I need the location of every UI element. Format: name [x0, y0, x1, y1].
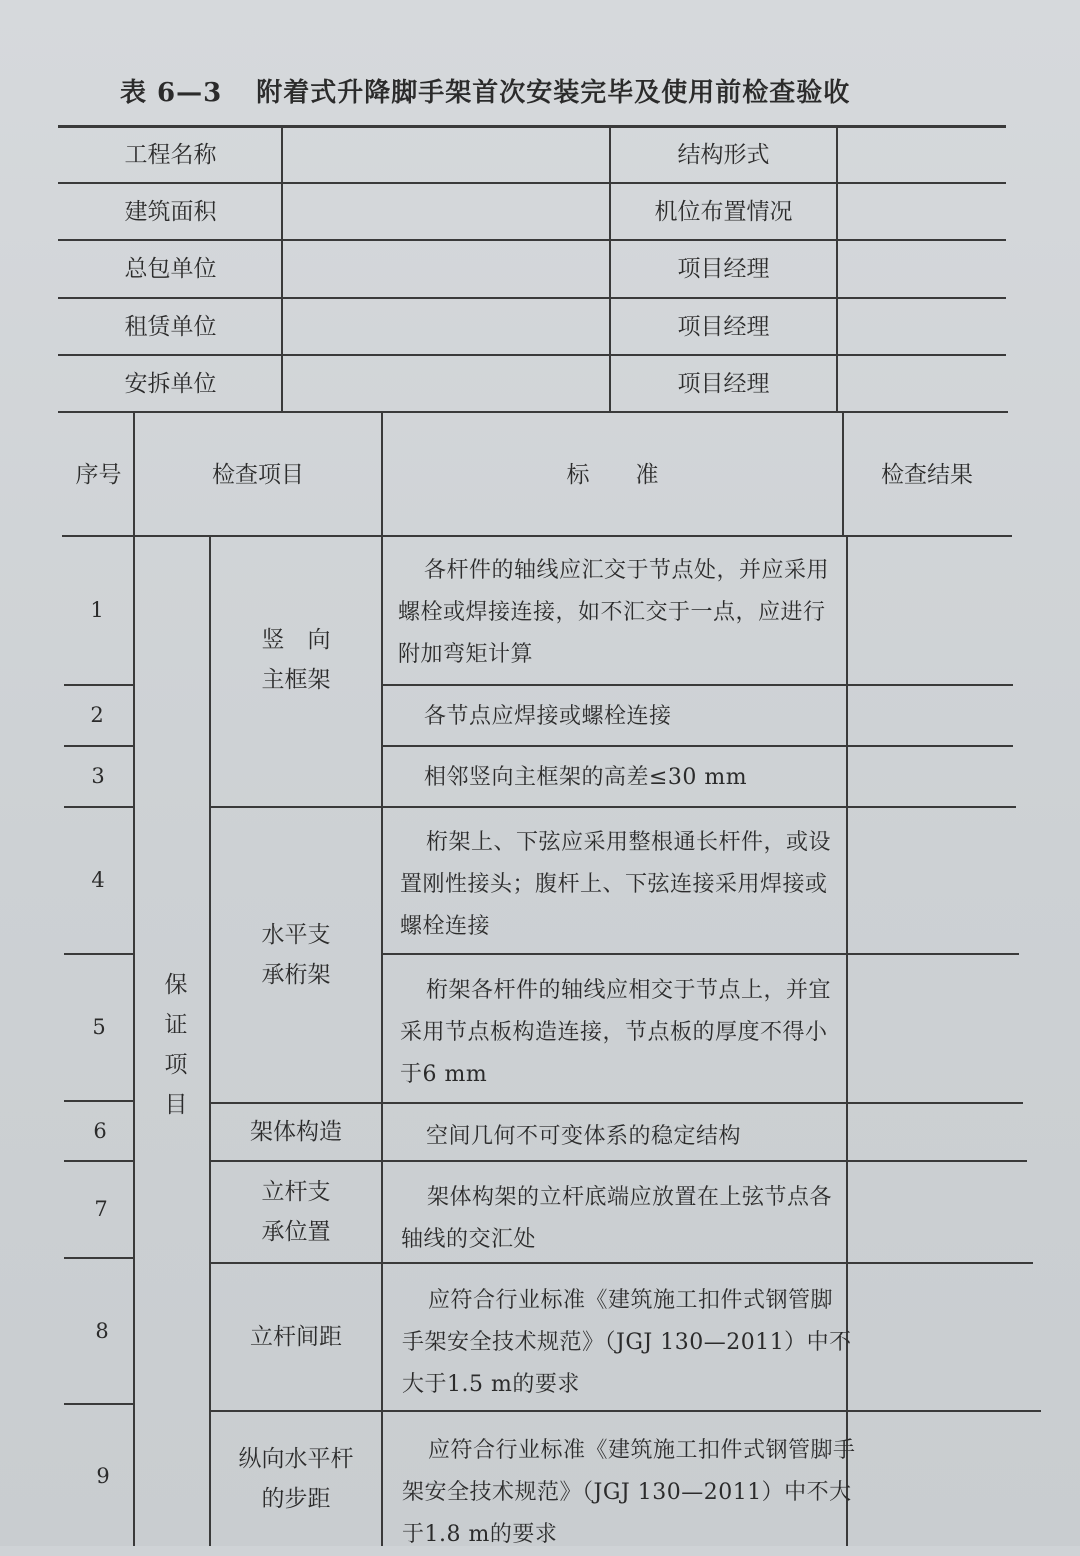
table-title-text: 附着式升降脚手架首次安装完毕及使用前检查验收 [256, 78, 851, 108]
rule [62, 535, 1012, 537]
subitem-pole-spacing: 立杆间距 [250, 1324, 342, 1350]
divider [381, 537, 383, 1546]
info-label: 安拆单位 [124, 370, 217, 397]
rule [211, 806, 1016, 808]
row-standard: 各节点应焊接或螺栓连接 [424, 704, 672, 729]
divider [133, 413, 135, 1546]
table-title [120, 72, 850, 109]
rule [58, 411, 1008, 413]
subitem-structure: 架体构造 [250, 1119, 342, 1145]
info-label: 建筑面积 [124, 198, 217, 225]
row-index: 9 [96, 1464, 110, 1488]
info-right-label: 项目经理 [677, 256, 770, 282]
table-number: 表 6—3 [120, 78, 223, 108]
subitem-pole-support: 立杆支 承位置 [261, 1179, 331, 1245]
rule [64, 745, 134, 747]
row-standard: 桁架上、下弦应采用整根通长杆件，或设置刚性接头；腹杆上、下弦连接采用焊接或螺栓连接 [400, 830, 832, 939]
rule [64, 1403, 134, 1405]
header-item: 检查项目 [212, 462, 304, 488]
subitem-step: 纵向水平杆 的步距 [238, 1446, 354, 1512]
rule [64, 1100, 134, 1102]
info-right-label: 项目经理 [677, 370, 770, 397]
row-index: 4 [91, 868, 105, 892]
header-index: 序号 [75, 462, 122, 488]
info-label: 总包单位 [124, 256, 217, 282]
row-standard: 空间几何不可变体系的稳定结构 [426, 1124, 742, 1149]
rule [64, 953, 134, 955]
row-standard: 相邻竖向主框架的高差≤30 mm [424, 765, 748, 790]
row-standard: 桁架各杆件的轴线应相交于节点上，并宜采用节点板构造连接，节点板的厚度不得小于6 mm [400, 978, 832, 1087]
subitem-frame: 竖 向 主框架 [261, 627, 331, 693]
rule [383, 684, 1013, 686]
row-standard: 应符合行业标准《建筑施工扣件式钢管脚手架安全技术规范》（JGJ 130—2011）中不大于1.8 m的要求 [402, 1438, 856, 1547]
info-right-label: 结构形式 [677, 141, 770, 168]
rule [64, 684, 134, 686]
info-label: 租赁单位 [124, 313, 217, 340]
rule [64, 806, 134, 808]
rule [383, 745, 1013, 747]
rule [64, 1257, 134, 1259]
row-index: 1 [90, 598, 104, 622]
row-standard: 各杆件的轴线应汇交于节点处，并应采用螺栓或焊接连接，如不汇交于一点，应进行附加弯矩计算 [398, 558, 830, 667]
row-index: 7 [94, 1197, 108, 1221]
subitem-truss: 水平支 承桁架 [261, 922, 331, 988]
row-standard: 架体构架的立杆底端应放置在上弦节点各轴线的交汇处 [401, 1185, 833, 1252]
rule [64, 1160, 134, 1162]
row-index: 5 [92, 1015, 106, 1039]
divider [836, 125, 838, 413]
info-label: 工程名称 [124, 141, 217, 168]
rule [383, 953, 1019, 955]
divider [281, 125, 283, 413]
row-index: 8 [95, 1319, 109, 1343]
category-label: 保证项目 [164, 972, 188, 1118]
row-standard: 应符合行业标准《建筑施工扣件式钢管脚手架安全技术规范》（JGJ 130—2011）中不大于1.5 m的要求 [402, 1288, 852, 1397]
row-index: 3 [91, 764, 105, 788]
row-index: 6 [93, 1119, 107, 1143]
info-right-label: 项目经理 [677, 313, 770, 340]
header-result: 检查结果 [881, 462, 973, 488]
header-standard: 标 准 [566, 462, 659, 488]
row-index: 2 [90, 703, 104, 727]
info-right-label: 机位布置情况 [654, 198, 793, 225]
